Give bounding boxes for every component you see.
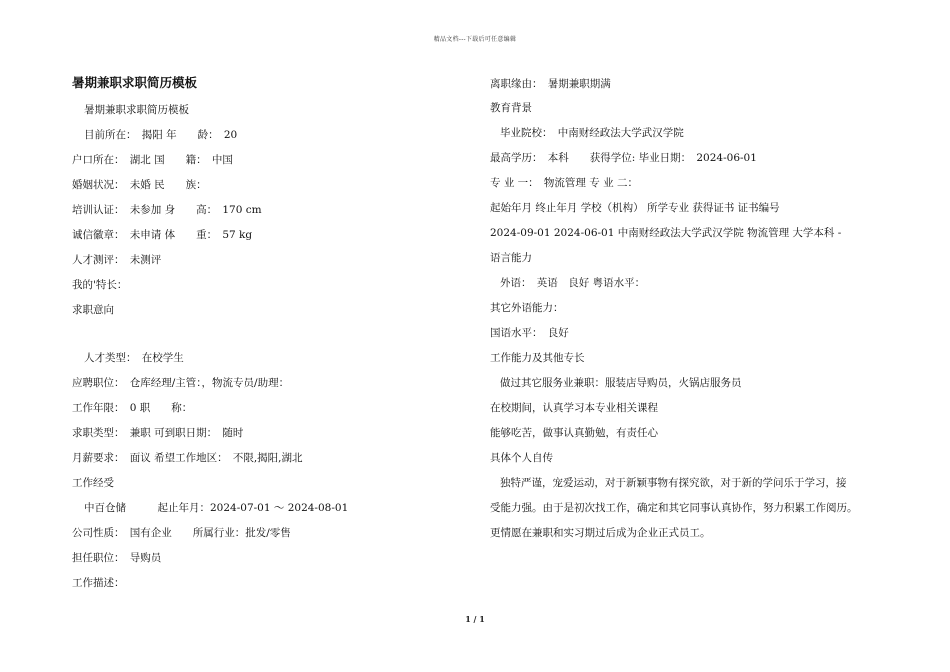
training-height-row: 培训认证： 未参加 身 高： 170 cm xyxy=(72,204,262,216)
job-intent-heading: 求职意向 xyxy=(72,304,114,316)
work-years-row: 工作年限： 0 职 称： xyxy=(72,402,193,414)
credit-weight-row: 诚信徽章： 未申请 体 重： 57 kg xyxy=(72,229,253,241)
self-description-line: 受能力强。由于是初次找工作，确定和其它同事认真协作，努力积累工作阅历。 xyxy=(490,502,858,514)
mandarin-row: 国语水平： 良好 xyxy=(490,327,569,339)
location-age-row: 目前所在： 揭阳 年 龄： 20 xyxy=(84,129,238,141)
resume-title: 暑期兼职求职简历模板 xyxy=(72,75,198,90)
specialty-row: 我的'特长： xyxy=(72,279,128,291)
page-number: 1 / 1 xyxy=(465,614,485,624)
skill-item: 能够吃苦，做事认真勤勉，有责任心 xyxy=(490,427,658,439)
leave-reason-row: 离职缘由： 暑期兼职期满 xyxy=(490,78,611,90)
applied-position-row: 应聘职位： 仓库经理/主管：，物流专员/助理： xyxy=(72,377,290,389)
school-row: 毕业院校： 中南财经政法大学武汉学院 xyxy=(500,127,684,139)
hukou-nationality-row: 户口所在： 湖北 国 籍： 中国 xyxy=(72,154,233,166)
other-language-row: 其它外语能力： xyxy=(490,302,564,314)
skills-heading: 工作能力及其他专长 xyxy=(490,352,585,364)
salary-area-row: 月薪要求： 面议 希望工作地区： 不限,揭阳,湖北 xyxy=(72,452,303,464)
company-nature-row: 公司性质： 国有企业 所属行业：批发/零售 xyxy=(72,527,291,539)
self-description-line: 独特严谨，宠爱运动，对于新颖事物有探究欲，对于新的学问乐于学习，接 xyxy=(500,477,847,489)
talent-type-row: 人才类型： 在校学生 xyxy=(84,352,184,364)
company-period-row: 中百仓储 起止年月：2024-07-01 ～ 2024-08-01 xyxy=(84,502,349,514)
page-header: 精品文档---下载后可任意编辑 xyxy=(433,36,517,43)
education-table-row: 2024-09-01 2024-06-01 中南财经政法大学武汉学院 物流管理 大学本科 - xyxy=(490,227,842,239)
self-description-heading: 具体个人自传 xyxy=(490,452,553,464)
marital-ethnicity-row: 婚姻状况： 未婚 民 族： xyxy=(72,179,207,191)
talent-test-row: 人才测评： 未测评 xyxy=(72,254,162,266)
resume-subtitle: 暑期兼职求职简历模板 xyxy=(84,104,189,116)
education-table-header: 起始年月 终止年月 学校（机构） 所学专业 获得证书 证书编号 xyxy=(490,202,780,214)
self-description-line: 更情愿在兼职和实习期过后成为企业正式员工。 xyxy=(490,527,711,539)
role-row: 担任职位： 导购员 xyxy=(72,552,162,564)
work-experience-heading: 工作经受 xyxy=(72,477,114,489)
skill-item: 在校期间，认真学习本专业相关课程 xyxy=(490,402,658,414)
job-type-row: 求职类型： 兼职 可到职日期： 随时 xyxy=(72,427,244,439)
foreign-language-row: 外语： 英语 良好 粤语水平： xyxy=(500,277,646,289)
work-description-row: 工作描述： xyxy=(72,577,125,589)
education-heading: 教育背景 xyxy=(490,102,532,114)
degree-row: 最高学历： 本科 获得学位: 毕业日期： 2024-06-01 xyxy=(490,152,757,164)
skill-item: 做过其它服务业兼职：服装店导购员，火锅店服务员 xyxy=(500,377,742,389)
major-row: 专 业 一： 物流管理 专 业 二： xyxy=(490,177,638,189)
language-heading: 语言能力 xyxy=(490,252,532,264)
